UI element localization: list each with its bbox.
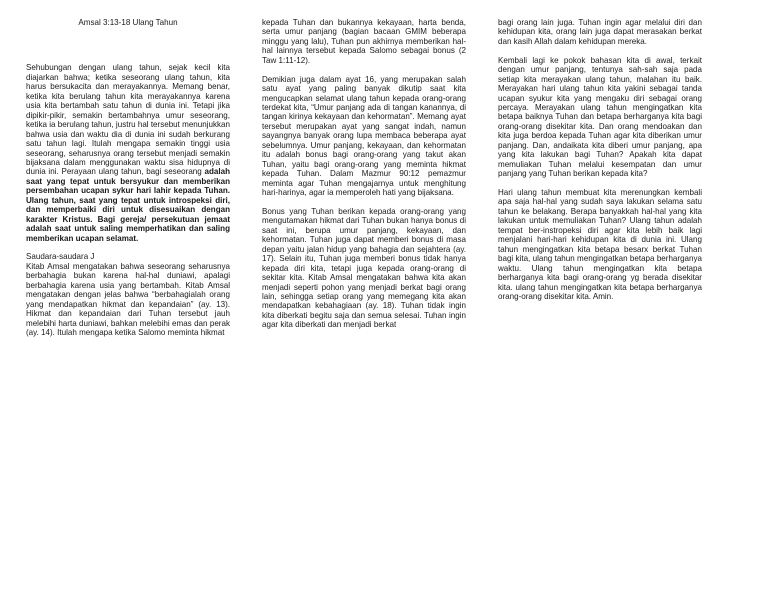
- intro-paragraph: [26, 63, 230, 243]
- column-3: [498, 18, 702, 311]
- paragraph-amsal: Kitab Amsal mengatakan bahwa seseorang seharusnya berbahagia bukan karena hal-hal duniawi, apalagi berbahagia karena usia yang bertambah. Kitab Amsal mengatakan dengan jelas bahwa “berbahagialah orang yang mendapatkan hikmat dan kepandaian” (ay. 13). Hikmat dan kepandaian dari Tuhan tersebut jauh melebihi harta duniawi, bahkan melebihi emas dan perak (ay. 14). Itulah mengapa ketika Salomo meminta hikmat: [26, 261, 230, 338]
- intro-bold-text: adalah saat yang tepat untuk bersyukur dan memberikan persembahan ucapan sykur hari lahir kepada Tuhan. Ulang tahun, saat yang tepat untuk introspeksi diri, dan memperbaiki diri untuk disesuaikan dengan karakter Kristus. Bagi gereja/ persekutuan jemaat adalah saat untuk saling memperhatikan dan saling memberikan ucapan selamat.: [26, 167, 230, 243]
- paragraph-ayat-16: Demikian juga dalam ayat 16, yang merupakan salah satu ayat yang paling banyak dikutip saat kita mengucapkan selamat ulang tahun kepada orang-orang terdekat kita, “Umur panjang ada di tangan kanannya, di tangan kirinya kekayaan dan kehormatan”. Memang ayat tersebut merupakan ayat yang sangat indah, namun sayangnya banyak orang lupa membaca beberapa ayat sebelumnya. Umur panjang, kekayaan, dan kehormatan itu adalah bonus bagi orang-orang yang takut akan Tuhan, yaitu bagi orang-orang yang meminta hikmat kepada Tuhan. Dalam Mazmur 90:12 pemazmur meminta agar Tuhan mengajarnya untuk menghitung hari-harinya, agar ia memperoleh hati yang bijaksana.: [262, 74, 466, 198]
- document-title: Amsal 3:13-18 Ulang Tahun: [78, 18, 178, 27]
- paragraph-introspeksi: Hari ulang tahun membuat kita merenungkan kembali apa saja hal-hal yang sudah saya lakukan selama satu tahun ke belakang. Berapa banyakkah hal-hal yang kita lakukan untuk memuliakan Tuhan? Ulang tahun adalah tempat ber-instropeksi diri agar kita lebih baik lagi menjalani hari-hari kehidupan kita di dunia ini. Ulang tahun mengingatkan kita betapa besarx berkat Tuhan bagi kita, ulang tahun mengingatkan betapa berharganya waktu. Ulang tahun mengingatkan kita betapa berharganya kita bagi orang-orang yg berada disekitar kita. ulang tahun mengingatkan kita betapa berharganya orang-orang disekitar kita. Amin.: [498, 188, 702, 302]
- paragraph-umur-panjang: Kembali lagi ke pokok bahasan kita di awal, terkait dengan umur panjang, tentunya sah-sah saja pada setiap kita merayakan ulang tahun, malahan itu baik. Merayakan hari ulang tahun kita yakini sebagai tanda ucapan syukur kita yang mengaku diri sebagai orang percaya. Merayakan ulang tahun mengingatkan kita betapa baiknya Tuhan dan betapa berharganya kita bagi orang-orang disekitar kita. Dan orang mendoakan dan kita juga berdoa kepada Tuhan agar kita diberikan umur panjang. Dan, andaikata kita diberi umur panjang, apa yang kita lakukan bagi Tuhan? Apakah kita dapat memuliakan Tuhan melalui kesempatan dan umur panjang yang Tuhan berikan kepada kita?: [498, 55, 702, 179]
- column-1: [26, 18, 230, 347]
- greeting-line: Saudara-saudara J: [26, 252, 95, 262]
- paragraph-salomo-bonus: kepada Tuhan dan bukannya kekayaan, harta benda, serta umur panjang (bagian bacaan GMIM beberapa minggu yang lalu), Tuhan pun akhirnya memberikan hal-hal lainnya tersebut kepada Salomo sebagai bonus (2 Taw 1:11-12).: [262, 18, 466, 65]
- intro-text: Sehubungan dengan ulang tahun, sejak kecil kita diajarkan bahwa; ketika seseorang ulang tahun, kita harus bersukacita dan merayakannya. Memang benar, ketika kita berulang tahun kita merayakannya karena usia kita bertambah satu tahun di dunia ini. Tetapi jika dipikir-pikir, semakin bertambahnya umur seseorang, ketika ia berulang tahun, justru hal tersebut menunjukkan bahwa usia dan waktu dia di dunia ini sudah berkurang satu tahun lagi. Itulah mengapa semakin tinggi usia seseorang, seharusnya orang tersebut menjadi semakin bijaksana dalam menggunakan waktu sisa hidupnya di dunia ini. Perayaan ulang tahun, bagi seseorang: [26, 63, 230, 177]
- column-2: [262, 18, 466, 339]
- paragraph-berkat: bagi orang lain juga. Tuhan ingin agar melalui diri dan kehidupan kita, orang lain juga dapat merasakan berkat dan kasih Allah dalam kehidupan mereka.: [498, 18, 702, 46]
- paragraph-bonus: Bonus yang Tuhan berikan kepada orang-orang yang mengutamakan hikmat dari Tuhan bukan hanya bonus di saat ini, berupa umur panjang, kekayaan, dan kehormatan. Tuhan juga dapat memberi bonus di masa depan yaitu jalan hidup yang bahagia dan sejahtera (ay. 17). Selain itu, Tuhan juga memberi bonus tidak hanya kepada diri kita, tetapi juga kepada orang-orang di sekitar kita. Kitab Amsal mengatakan bahwa kita akan menjadi seperti pohon yang menjadi berkat bagi orang lain, sehingga setiap orang yang memegang kita akan mendapatkan kebahagiaan (ay. 18). Tuhan tidak ingin kita diberkati begitu saja dan semua selesai. Tuhan ingin agar kita diberkati dan menjadi berkat: [262, 206, 466, 330]
